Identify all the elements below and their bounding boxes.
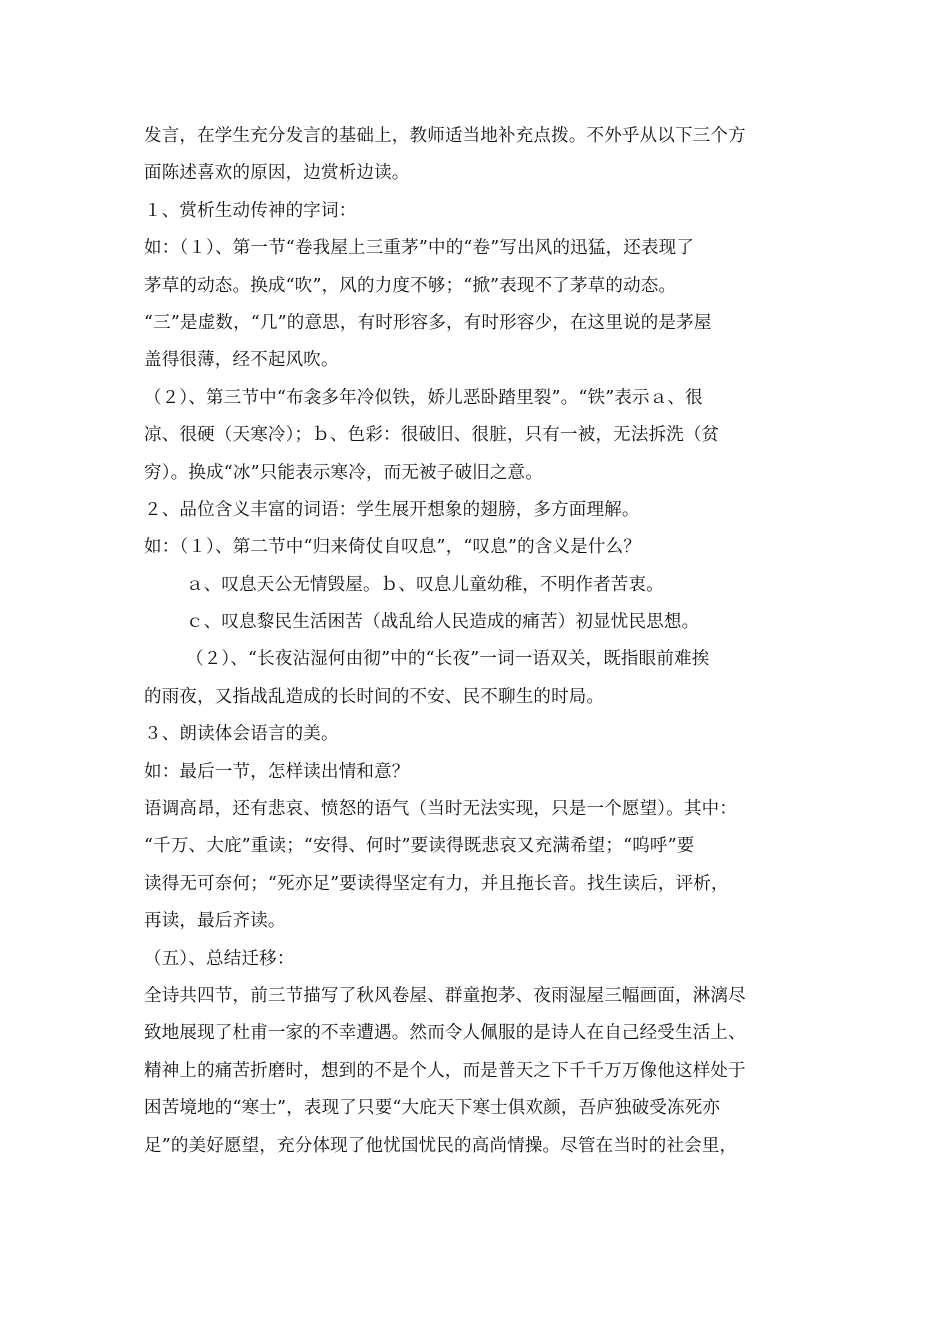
text-line-indented: ｃ、叹息黎民生活困苦（战乱给人民造成的痛苦）初显忧民思想。 xyxy=(186,612,700,633)
text-line: 茅草的动态。换成“吹”，风的力度不够；“掀”表现不了茅草的动态。 xyxy=(144,275,677,296)
text-line: 发言，在学生充分发言的基础上，教师适当地补充点拨。不外乎从以下三个方 xyxy=(144,126,746,146)
text-line: “三”是虚数，“几”的意思，有时形容多，有时形容少，在这里说的是茅屋 xyxy=(144,312,712,333)
text-line: 读得无可奈何；“死亦足”要读得坚定有力，并且拖长音。找生读后，评析， xyxy=(144,873,729,894)
text-line: 面陈述喜欢的原因，边赏析边读。 xyxy=(144,163,410,184)
text-line: 语调高昂，还有悲哀、愤怒的语气（当时无法实现，只是一个愿望）。其中： xyxy=(144,799,738,820)
text-line: 如：（１）、第二节中“归来倚仗自叹息”，“叹息”的含义是什么？ xyxy=(144,537,641,558)
text-line: 精神上的痛苦折磨时，想到的不是个人，而是普天之下千千万万像他这样处于 xyxy=(144,1060,746,1081)
text-line-indented: ａ、叹息天公无情毁屋。ｂ、叹息儿童幼稚，不明作者苦衷。 xyxy=(186,574,664,595)
document-body xyxy=(144,118,804,1165)
text-line: 全诗共四节，前三节描写了秋风卷屋、群童抱茅、夜雨湿屋三幅画面，淋漓尽 xyxy=(144,985,746,1006)
section-heading: ３、朗读体会语言的美。 xyxy=(144,724,339,745)
text-line: 凉、很硬（天寒冷）；ｂ、色彩：很破旧、很脏，只有一被，无法拆洗（贫 xyxy=(144,425,720,446)
text-line: 足”的美好愿望，充分体现了他忧国忧民的高尚情操。尽管在当时的社会里， xyxy=(144,1135,738,1156)
text-line: 如：（１）、第一节“卷我屋上三重茅”中的“卷”写出风的迅猛，还表现了 xyxy=(144,238,695,259)
text-line: 盖得很薄，经不起风吹。 xyxy=(144,350,339,371)
text-line: 致地展现了杜甫一家的不幸遭遇。然而令人佩服的是诗人在自己经受生活上、 xyxy=(144,1023,746,1044)
text-line-indented: （２）、“长夜沾湿何由彻”中的“长夜”一词一语双关，既指眼前难挨 xyxy=(186,649,710,670)
text-line: 穷）。换成“冰”只能表示寒冷，而无被子破旧之意。 xyxy=(144,462,543,483)
section-heading: （五）、总结迁移： xyxy=(144,948,295,969)
text-line: “千万、大庇”重读；“安得、何时”要读得既悲哀又充满希望；“呜呼”要 xyxy=(144,836,695,857)
text-line: （２）、第三节中“布衾多年冷似铁，娇儿恶卧踏里裂”。“铁”表示ａ、很 xyxy=(144,387,703,408)
text-line: 困苦境地的“寒士”，表现了只要“大庇天下寒士俱欢颜，吾庐独破受冻死亦 xyxy=(144,1098,721,1119)
text-line: 如：最后一节，怎样读出情和意？ xyxy=(144,761,410,782)
section-heading: ２、品位含义丰富的词语：学生展开想象的翅膀，多方面理解。 xyxy=(144,499,640,520)
section-heading: １、赏析生动传神的字词： xyxy=(144,200,357,221)
text-line: 再读，最后齐读。 xyxy=(144,911,286,932)
text-line: 的雨夜，又指战乱造成的长时间的不安、民不聊生的时局。 xyxy=(144,686,605,707)
